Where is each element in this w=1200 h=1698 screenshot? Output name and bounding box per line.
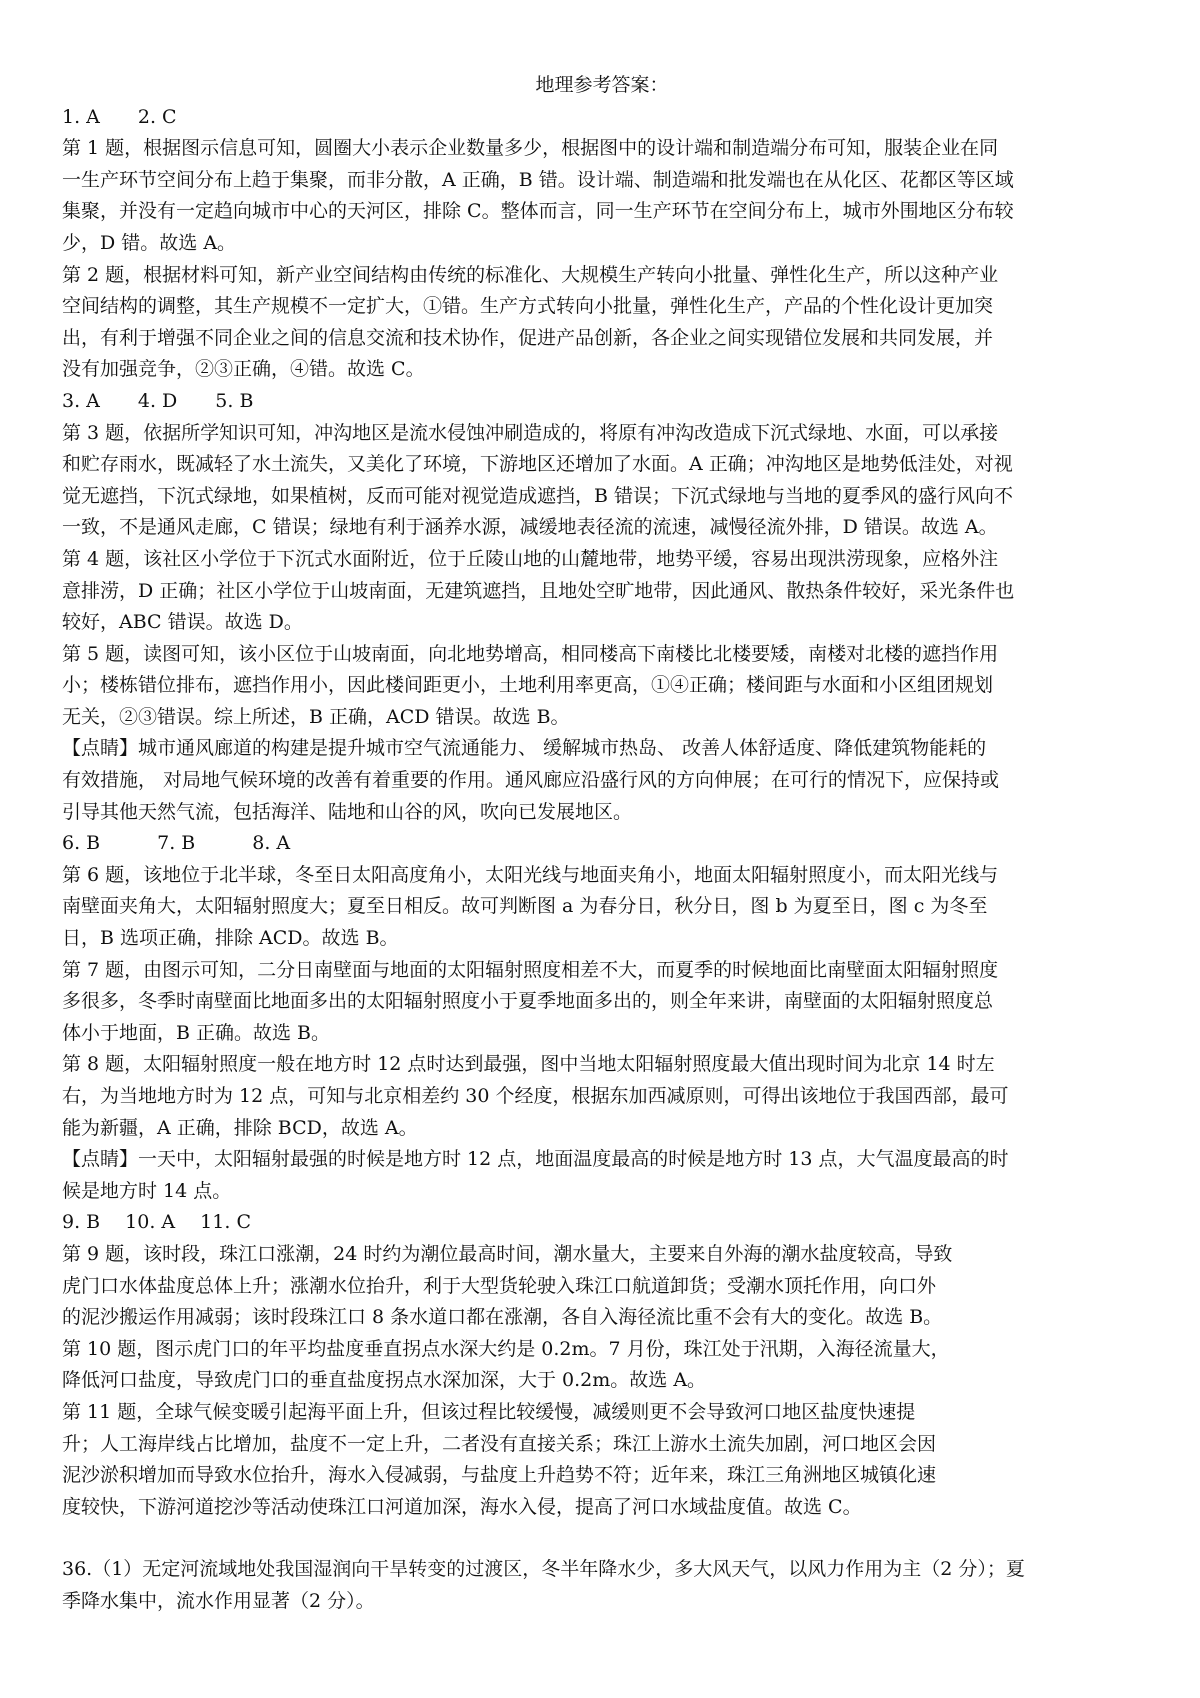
text-line: 的泥沙搬运作用减弱；该时段珠江口 8 条水道口都在涨潮，各自入海径流比重不会有大的变化。故选 B。 — [62, 1306, 943, 1329]
text-line: 第 8 题，太阳辐射照度一般在地方时 12 点时达到最强，图中当地太阳辐射照度最大值出现时间为北京 14 时左 — [62, 1053, 995, 1076]
text-line: 第 3 题，依据所学知识可知，冲沟地区是流水侵蚀冲刷造成的，将原有冲沟改造成下沉式绿地、水面，可以承接 — [62, 421, 999, 444]
text-line: 第 5 题，读图可知，该小区位于山坡南面，向北地势增高，相同楼高下南楼比北楼要矮，南楼对北楼的遮挡作用 — [62, 642, 999, 665]
text-line: 第 7 题，由图示可知，二分日南壁面与地面的太阳辐射照度相差不大，而夏季的时候地面比南壁面太阳辐射照度 — [62, 958, 999, 981]
text-line: 多很多，冬季时南壁面比地面多出的太阳辐射照度小于夏季地面多出的，则全年来讲，南壁面的太阳辐射照度总 — [62, 990, 994, 1013]
text-line: 少，D 错。故选 A。 — [62, 231, 237, 254]
text-line: 36.（1）无定河流域地处我国湿润向干旱转变的过渡区，冬半年降水少，多大风天气，以风力作用为主（2 分）；夏 — [62, 1558, 1025, 1581]
text-line: 泥沙淤积增加而导致水位抬升，海水入侵减弱，与盐度上升趋势不符；近年来，珠江三角洲地区城镇化速 — [62, 1464, 937, 1487]
text-line: 第 9 题，该时段，珠江口涨潮，24 时约为潮位最高时间，潮水量大，主要来自外海的潮水盐度较高，导致 — [62, 1242, 953, 1265]
text-line: 小；楼栋错位排布，遮挡作用小，因此楼间距更小，土地利用率更高，①④正确；楼间距与水面和小区组团规划 — [62, 674, 994, 697]
text-line: 第 10 题，图示虎门口的年平均盐度垂直拐点水深大约是 0.2m。7 月份，珠江处于汛期，入海径流量大， — [62, 1337, 950, 1360]
text-line: 意排涝，D 正确；社区小学位于山坡南面，无建筑遮挡，且地处空旷地带，因此通风、散热条件较好，采光条件也 — [62, 579, 1015, 602]
text-line: 体小于地面，B 正确。故选 B。 — [62, 1021, 331, 1044]
text-line: 虎门口水体盐度总体上升；涨潮水位抬升，利于大型货轮驶入珠江口航道卸货；受潮水顶托作用，向口外 — [62, 1274, 937, 1297]
text-line: 较好，ABC 错误。故选 D。 — [62, 611, 303, 634]
text-line: 降低河口盐度，导致虎门口的垂直盐度拐点水深加深，大于 0.2m。故选 A。 — [62, 1369, 707, 1392]
answer-document — [62, 70, 1142, 1618]
text-line: 6. B 7. B 8. A — [62, 832, 291, 855]
text-line: 第 1 题，根据图示信息可知，圆圈大小表示企业数量多少，根据图中的设计端和制造端分布可知，服装企业在同 — [62, 137, 999, 160]
text-line: 升；人工海岸线占比增加，盐度不一定上升，二者没有直接关系；珠江上游水土流失加剧，河口地区会因 — [62, 1432, 937, 1455]
text-line: 觉无遮挡，下沉式绿地，如果植树，反而可能对视觉造成遮挡，B 错误；下沉式绿地与当地的夏季风的盛行风向不 — [62, 484, 1014, 507]
section-gap — [62, 1523, 1142, 1554]
text-line: 右，为当地地方时为 12 点，可知与北京相差约 30 个经度，根据东加西减原则，可得出该地位于我国西部，最可 — [62, 1085, 1009, 1107]
answer-lines — [62, 102, 1142, 1524]
text-line: 空间结构的调整，其生产规模不一定扩大，①错。生产方式转向小批量，弹性化生产，产品的个性化设计更加突 — [62, 295, 994, 318]
text-line: 9. B 10. A 11. C — [62, 1211, 251, 1234]
text-line: 有效措施， 对局地气候环境的改善有着重要的作用。通风廊应沿盛行风的方向伸展；在可行的情况下，应保持或 — [62, 769, 1000, 792]
text-line: 出，有利于增强不同企业之间的信息交流和技术协作，促进产品创新，各企业之间实现错位发展和共同发展，并 — [62, 326, 994, 349]
text-line: 日，B 选项正确，排除 ACD。故选 B。 — [62, 927, 399, 950]
text-line: 【点睛】城市通风廊道的构建是提升城市空气流通能力、 缓解城市热岛、 改善人体舒适度、降低建筑物能耗的 — [62, 737, 987, 760]
text-line: 候是地方时 14 点。 — [62, 1179, 232, 1202]
text-line: 第 11 题，全球气候变暖引起海平面上升，但该过程比较缓慢，减缓则更不会导致河口地区盐度快速提 — [62, 1400, 916, 1423]
text-line: 1. A 2. C — [62, 105, 177, 128]
text-line: 一致，不是通风走廊，C 错误；绿地有利于涵养水源，减缓地表径流的流速，减慢径流外排，D 错误。故选 A。 — [62, 516, 998, 539]
page-title: 地理参考答案： — [535, 74, 669, 96]
text-line: 南壁面夹角大，太阳辐射照度大；夏至日相反。故可判断图 a 为春分日，秋分日，图 b 为夏至日，图 c 为冬至 — [62, 895, 988, 918]
text-line: 引导其他天然气流，包括海洋、陆地和山谷的风，吹向已发展地区。 — [62, 800, 633, 823]
text-line: 【点睛】一天中，太阳辐射最强的时候是地方时 12 点，地面温度最高的时候是地方时 13 点，大气温度最高的时 — [62, 1148, 1009, 1171]
text-line: 能为新疆，A 正确，排除 BCD，故选 A。 — [62, 1116, 418, 1139]
text-line: 季降水集中，流水作用显著（2 分）。 — [62, 1589, 375, 1612]
text-line: 和贮存雨水，既减轻了水土流失，又美化了环境，下游地区还增加了水面。A 正确；冲沟地区是地势低洼处，对视 — [62, 453, 1013, 476]
text-line: 第 6 题，该地位于北半球，冬至日太阳高度角小，太阳光线与地面夹角小，地面太阳辐射照度小，而太阳光线与 — [62, 863, 999, 886]
question-36-answer — [62, 1554, 1142, 1617]
text-line: 第 4 题，该社区小学位于下沉式水面附近，位于丘陵山地的山麓地带，地势平缓，容易出现洪涝现象，应格外注 — [62, 547, 999, 570]
text-line: 没有加强竞争，②③正确，④错。故选 C。 — [62, 358, 425, 381]
text-line: 3. A 4. D 5. B — [62, 389, 254, 412]
text-line: 无关，②③错误。综上所述，B 正确，ACD 错误。故选 B。 — [62, 705, 570, 728]
text-line: 度较快，下游河道挖沙等活动使珠江口河道加深，海水入侵，提高了河口水域盐度值。故选 C。 — [62, 1495, 862, 1518]
text-line: 一生产环节空间分布上趋于集聚，而非分散，A 正确，B 错。设计端、制造端和批发端也在从化区、花都区等区域 — [62, 168, 1014, 191]
text-line: 第 2 题，根据材料可知，新产业空间结构由传统的标准化、大规模生产转向小批量、弹性化生产，所以这种产业 — [62, 263, 999, 286]
text-line: 集聚，并没有一定趋向城市中心的天河区，排除 C。整体而言，同一生产环节在空间分布上，城市外围地区分布较 — [62, 200, 1014, 223]
